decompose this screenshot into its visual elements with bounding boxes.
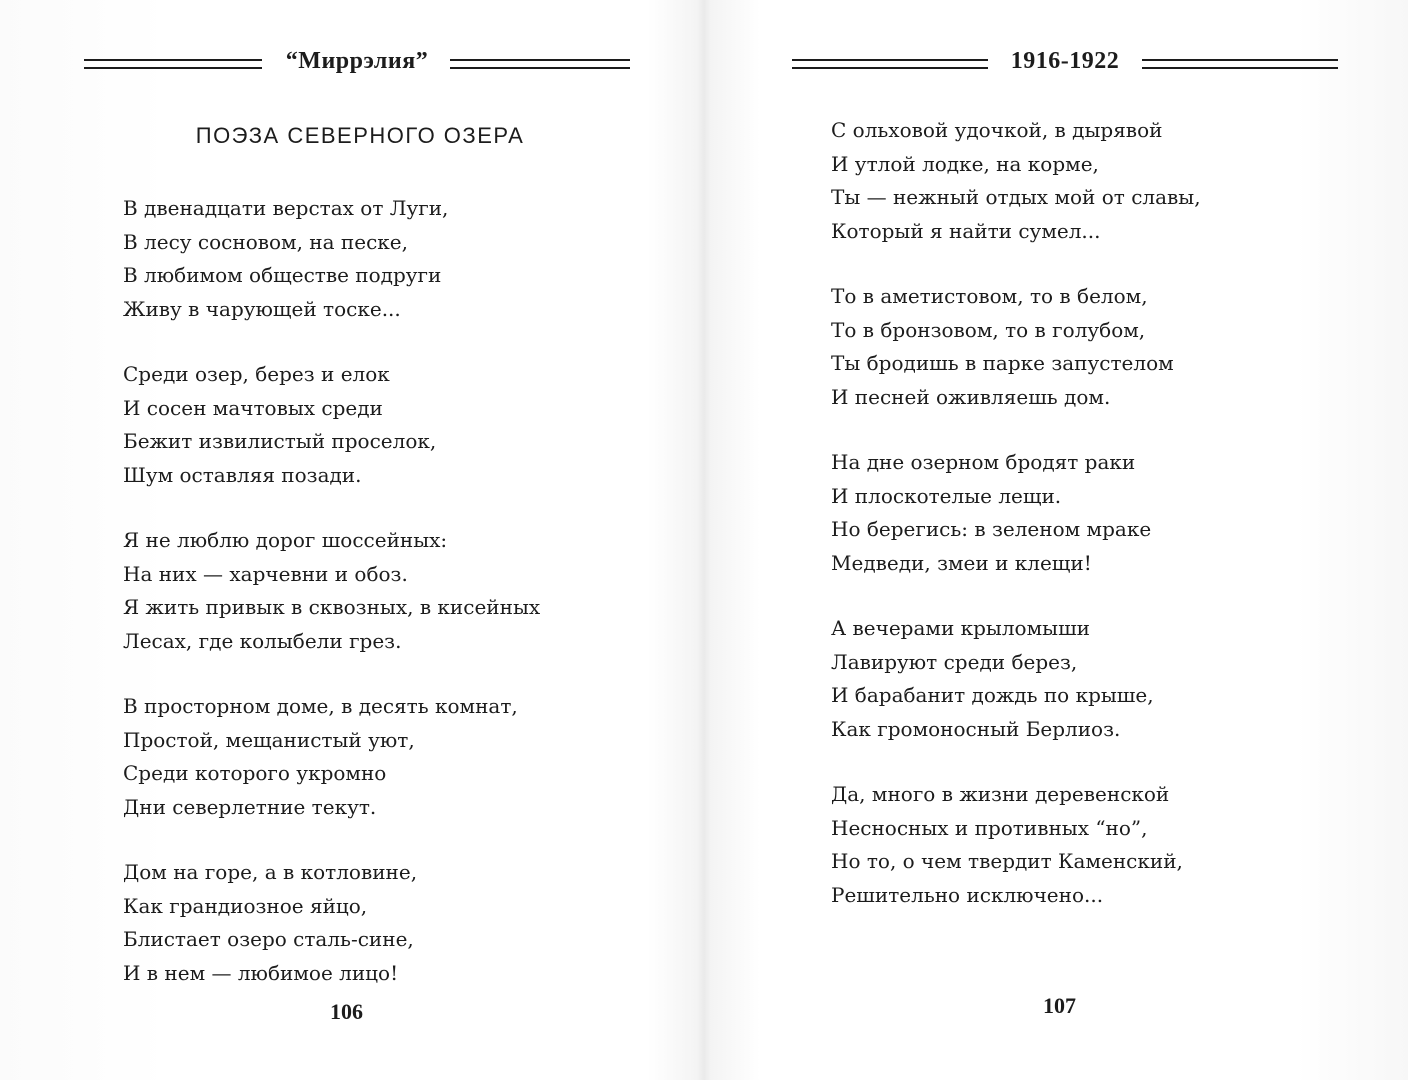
verse-line: И барабанит дождь по крыше, (831, 683, 1154, 707)
verse-line: Простой, мещанистый уют, (123, 727, 415, 752)
verse-line: Шум оставляя позади. (123, 462, 362, 487)
verse-line: И песней оживляешь дом. (831, 384, 1111, 409)
stanza-break (831, 580, 1201, 612)
verse-line: В лесу сосновом, на песке, (123, 229, 408, 254)
running-head-text: “Миррэлия” (285, 48, 429, 74)
stanza-break (123, 492, 540, 524)
verse-line: Бежит извилистый проселок, (123, 429, 437, 453)
verse-line: В просторном доме, в десять комнат, (123, 694, 518, 718)
poem-text (123, 192, 540, 990)
header-rule-right (450, 59, 630, 69)
verse-line: И плоскотелые лещи. (831, 483, 1062, 508)
verse-line: На них — харчевни и обоз. (123, 561, 408, 586)
running-head (84, 44, 630, 78)
verse-line: Как громоносный Берлиоз. (831, 716, 1121, 741)
verse-line: Как грандиозное яйцо, (123, 893, 368, 918)
verse-line: Среди которого укромно (123, 761, 387, 785)
verse-line: То в аметистовом, то в белом, (831, 284, 1148, 308)
verse-line: И утлой лодке, на корме, (831, 151, 1099, 176)
verse-line: Ты бродишь в парке запустелом (831, 351, 1174, 375)
running-head-text: 1916-1922 (1010, 48, 1120, 74)
stanza-break (831, 414, 1201, 446)
verse-line: Да, много в жизни деревенской (831, 782, 1170, 806)
verse-line: Который я найти сумел... (831, 218, 1101, 243)
verse-line: Медведи, змеи и клещи! (831, 550, 1092, 575)
verse-line: Но то, о чем твердит Каменский, (831, 849, 1183, 873)
verse-line: И в нем — любимое лицо! (123, 960, 399, 985)
stanza-break (123, 824, 540, 856)
verse-line: С ольховой удочкой, в дырявой (831, 118, 1163, 142)
verse-line: Живу в чарующей тоске... (123, 296, 401, 321)
poem-title: ПОЭЗА СЕВЕРНОГО ОЗЕРА (195, 123, 525, 148)
verse-line: Я жить привык в сквозных, в кисейных (123, 595, 541, 619)
verse-line: Лавируют среди берез, (831, 649, 1078, 674)
verse-line: Я не люблю дорог шоссейных: (123, 528, 448, 552)
stanza-break (123, 658, 540, 690)
right-page (704, 0, 1408, 1080)
stanza-break (831, 746, 1201, 778)
running-head (792, 44, 1338, 78)
verse-line: Ты — нежный отдых мой от славы, (831, 185, 1201, 209)
stanza-break (123, 326, 540, 358)
verse-line: Несносных и противных “но”, (831, 815, 1148, 840)
verse-line: Решительно исключено... (831, 882, 1104, 907)
verse-line: То в бронзовом, то в голубом, (831, 317, 1146, 342)
verse-line: В любимом обществе подруги (123, 263, 442, 287)
header-rule-right (1142, 59, 1338, 69)
verse-line: Но берегись: в зеленом мраке (831, 517, 1152, 541)
poem-text (831, 114, 1201, 912)
verse-line: И сосен мачтовых среди (123, 395, 383, 420)
verse-line: Лесах, где колыбели грез. (123, 628, 402, 653)
verse-line: Блистает озеро сталь-сине, (123, 927, 414, 951)
verse-line: Среди озер, берез и елок (123, 362, 390, 386)
verse-line: На дне озерном бродят раки (831, 450, 1136, 474)
verse-line: А вечерами крыломыши (831, 616, 1090, 640)
verse-line: Дни северлетние текут. (123, 794, 377, 819)
page-number: 106 (330, 999, 363, 1024)
verse-line: В двенадцати верстах от Луги, (123, 196, 449, 220)
verse-line: Дом на горе, а в котловине, (123, 860, 418, 884)
stanza-break (831, 248, 1201, 280)
page-number: 107 (1043, 993, 1076, 1018)
